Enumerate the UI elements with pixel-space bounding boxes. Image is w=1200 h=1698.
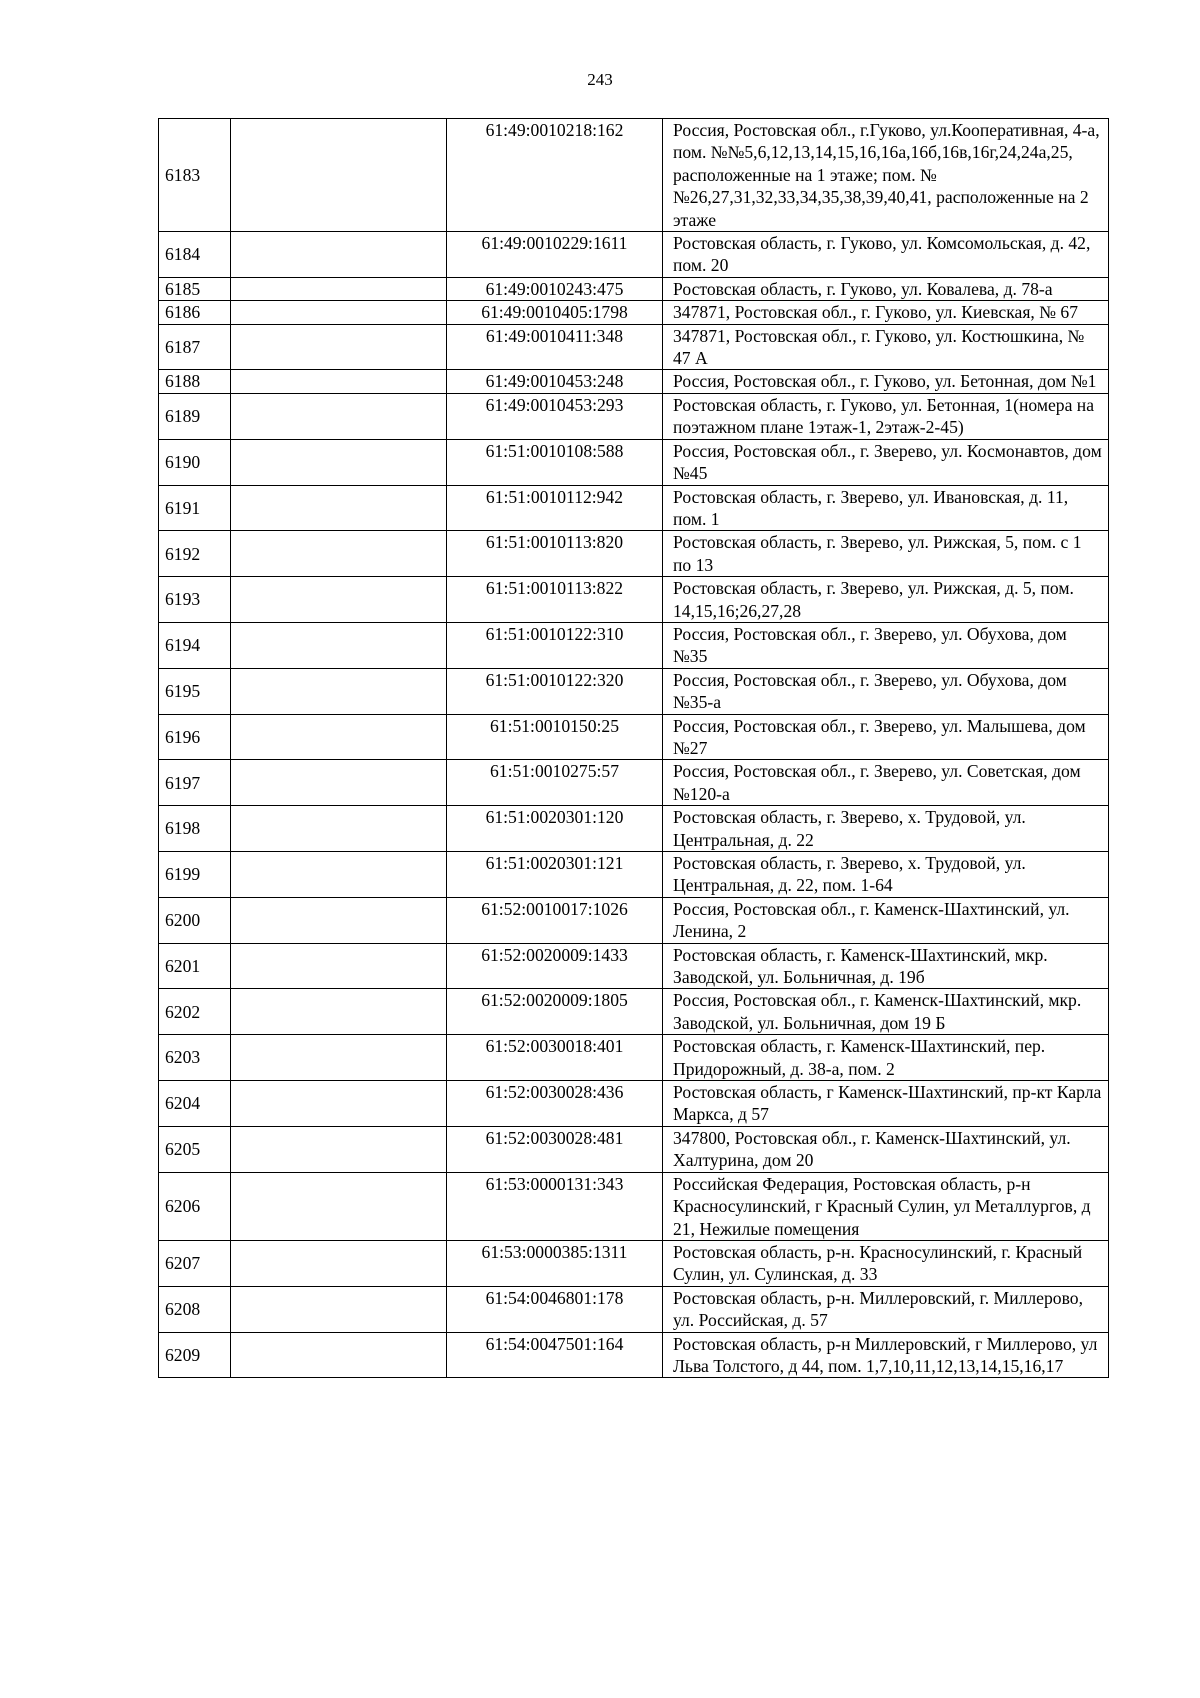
cadastral-number-cell: 61:49:0010453:248: [447, 370, 663, 393]
table-row: [159, 852, 1109, 898]
row-number-cell: 6190: [159, 439, 231, 485]
empty-cell: [231, 393, 447, 439]
empty-cell: [231, 897, 447, 943]
address-cell: 347871, Ростовская обл., г. Гуково, ул. Киевская, № 67: [663, 301, 1109, 324]
cadastral-number-cell: 61:49:0010218:162: [447, 119, 663, 232]
table-row: [159, 943, 1109, 989]
cadastral-number-cell: 61:51:0010113:820: [447, 531, 663, 577]
address-cell: Ростовская область, г. Гуково, ул. Ковалева, д. 78-а: [663, 277, 1109, 300]
table-row: [159, 531, 1109, 577]
table-row: [159, 714, 1109, 760]
row-number-cell: 6209: [159, 1332, 231, 1378]
empty-cell: [231, 1332, 447, 1378]
cadastral-number-cell: 61:49:0010243:475: [447, 277, 663, 300]
row-number-cell: 6203: [159, 1035, 231, 1081]
table-row: [159, 668, 1109, 714]
address-cell: Россия, Ростовская обл., г. Зверево, ул. Советская, дом №120-а: [663, 760, 1109, 806]
address-cell: 347800, Ростовская обл., г. Каменск-Шахтинский, ул. Халтурина, дом 20: [663, 1126, 1109, 1172]
table-row: [159, 485, 1109, 531]
empty-cell: [231, 760, 447, 806]
row-number-cell: 6183: [159, 119, 231, 232]
empty-cell: [231, 1126, 447, 1172]
cadastral-number-cell: 61:51:0010108:588: [447, 439, 663, 485]
empty-cell: [231, 1172, 447, 1240]
table-row: [159, 622, 1109, 668]
cadastral-number-cell: 61:51:0010113:822: [447, 577, 663, 623]
address-cell: 347871, Ростовская обл., г. Гуково, ул. Костюшкина, № 47 А: [663, 324, 1109, 370]
row-number-cell: 6197: [159, 760, 231, 806]
address-cell: Ростовская область, г. Каменск-Шахтинский, пер. Придорожный, д. 38-а, пом. 2: [663, 1035, 1109, 1081]
address-cell: Россия, Ростовская обл., г. Гуково, ул. Бетонная, дом №1: [663, 370, 1109, 393]
table-row: [159, 806, 1109, 852]
address-cell: Ростовская область, г. Зверево, х. Трудовой, ул. Центральная, д. 22: [663, 806, 1109, 852]
empty-cell: [231, 1240, 447, 1286]
address-cell: Ростовская область, г. Гуково, ул. Комсомольская, д. 42, пом. 20: [663, 232, 1109, 278]
cadastral-number-cell: 61:51:0010122:310: [447, 622, 663, 668]
empty-cell: [231, 622, 447, 668]
cadastral-number-cell: 61:52:0030018:401: [447, 1035, 663, 1081]
cadastral-number-cell: 61:49:0010229:1611: [447, 232, 663, 278]
empty-cell: [231, 485, 447, 531]
address-cell: Ростовская область, г. Зверево, ул. Рижская, 5, пом. с 1 по 13: [663, 531, 1109, 577]
empty-cell: [231, 714, 447, 760]
address-cell: Россия, Ростовская обл., г. Зверево, ул. Обухова, дом №35: [663, 622, 1109, 668]
row-number-cell: 6187: [159, 324, 231, 370]
empty-cell: [231, 668, 447, 714]
table-row: [159, 439, 1109, 485]
table-row: [159, 1286, 1109, 1332]
cadastral-number-cell: 61:49:0010453:293: [447, 393, 663, 439]
row-number-cell: 6194: [159, 622, 231, 668]
cadastral-number-cell: 61:51:0010150:25: [447, 714, 663, 760]
empty-cell: [231, 277, 447, 300]
row-number-cell: 6195: [159, 668, 231, 714]
row-number-cell: 6199: [159, 852, 231, 898]
table-row: [159, 277, 1109, 300]
address-cell: Ростовская область, р-н. Красносулинский, г. Красный Сулин, ул. Сулинская, д. 33: [663, 1240, 1109, 1286]
cadastral-number-cell: 61:52:0030028:436: [447, 1081, 663, 1127]
empty-cell: [231, 852, 447, 898]
row-number-cell: 6207: [159, 1240, 231, 1286]
address-cell: Ростовская область, г Каменск-Шахтинский, пр-кт Карла Маркса, д 57: [663, 1081, 1109, 1127]
empty-cell: [231, 1035, 447, 1081]
empty-cell: [231, 577, 447, 623]
page-number: 243: [587, 70, 613, 89]
address-cell: Ростовская область, г. Зверево, ул. Ивановская, д. 11, пом. 1: [663, 485, 1109, 531]
table-row: [159, 989, 1109, 1035]
row-number-cell: 6202: [159, 989, 231, 1035]
empty-cell: [231, 806, 447, 852]
address-cell: Российская Федерация, Ростовская область, р-н Красносулинский, г Красный Сулин, ул Металлургов, д 21, Нежилые помещения: [663, 1172, 1109, 1240]
address-cell: Россия, Ростовская обл., г.Гуково, ул.Кооперативная, 4-а, пом. №№5,6,12,13,14,15,16,16а,16б,16в,16г,24,24а,25, расположенные на 1 этаже; пом. №№26,27,31,32,33,34,35,38,39,40,41, расположенные на 2 этаже: [663, 119, 1109, 232]
empty-cell: [231, 232, 447, 278]
address-cell: Ростовская область, г. Зверево, ул. Рижская, д. 5, пом. 14,15,16;26,27,28: [663, 577, 1109, 623]
row-number-cell: 6204: [159, 1081, 231, 1127]
cadastral-number-cell: 61:54:0047501:164: [447, 1332, 663, 1378]
row-number-cell: 6186: [159, 301, 231, 324]
cadastral-number-cell: 61:51:0020301:121: [447, 852, 663, 898]
row-number-cell: 6198: [159, 806, 231, 852]
table-row: [159, 1081, 1109, 1127]
table-row: [159, 119, 1109, 232]
table-row: [159, 301, 1109, 324]
row-number-cell: 6200: [159, 897, 231, 943]
cadastral-number-cell: 61:51:0010275:57: [447, 760, 663, 806]
cadastral-number-cell: 61:53:0000385:1311: [447, 1240, 663, 1286]
table-row: [159, 760, 1109, 806]
address-cell: Ростовская область, г. Зверево, х. Трудовой, ул. Центральная, д. 22, пом. 1-64: [663, 852, 1109, 898]
table-row: [159, 1240, 1109, 1286]
table-row: [159, 1172, 1109, 1240]
cadastral-number-cell: 61:51:0010112:942: [447, 485, 663, 531]
cadastral-number-cell: 61:52:0020009:1433: [447, 943, 663, 989]
empty-cell: [231, 439, 447, 485]
cadastral-number-cell: 61:51:0010122:320: [447, 668, 663, 714]
address-cell: Россия, Ростовская обл., г. Каменск-Шахтинский, мкр. Заводской, ул. Больничная, дом 19 Б: [663, 989, 1109, 1035]
empty-cell: [231, 119, 447, 232]
address-cell: Россия, Ростовская обл., г. Зверево, ул. Обухова, дом №35-а: [663, 668, 1109, 714]
table-row: [159, 232, 1109, 278]
cadastral-number-cell: 61:53:0000131:343: [447, 1172, 663, 1240]
table-row: [159, 1126, 1109, 1172]
row-number-cell: 6201: [159, 943, 231, 989]
row-number-cell: 6206: [159, 1172, 231, 1240]
address-cell: Ростовская область, р-н. Миллеровский, г. Миллерово, ул. Российская, д. 57: [663, 1286, 1109, 1332]
row-number-cell: 6185: [159, 277, 231, 300]
table-row: [159, 324, 1109, 370]
cadastral-number-cell: 61:49:0010405:1798: [447, 301, 663, 324]
table-row: [159, 1332, 1109, 1378]
address-cell: Ростовская область, р-н Миллеровский, г Миллерово, ул Льва Толстого, д 44, пом. 1,7,10,11,12,13,14,15,16,17: [663, 1332, 1109, 1378]
table-row: [159, 897, 1109, 943]
row-number-cell: 6208: [159, 1286, 231, 1332]
address-cell: Россия, Ростовская обл., г. Каменск-Шахтинский, ул. Ленина, 2: [663, 897, 1109, 943]
row-number-cell: 6192: [159, 531, 231, 577]
table-row: [159, 1035, 1109, 1081]
empty-cell: [231, 531, 447, 577]
empty-cell: [231, 943, 447, 989]
registry-table-body: [159, 119, 1109, 1378]
table-row: [159, 577, 1109, 623]
row-number-cell: 6184: [159, 232, 231, 278]
empty-cell: [231, 989, 447, 1035]
row-number-cell: 6205: [159, 1126, 231, 1172]
address-cell: Россия, Ростовская обл., г. Зверево, ул. Космонавтов, дом №45: [663, 439, 1109, 485]
table-row: [159, 393, 1109, 439]
cadastral-number-cell: 61:52:0020009:1805: [447, 989, 663, 1035]
table-row: [159, 370, 1109, 393]
empty-cell: [231, 1081, 447, 1127]
cadastral-number-cell: 61:52:0030028:481: [447, 1126, 663, 1172]
address-cell: Россия, Ростовская обл., г. Зверево, ул. Малышева, дом №27: [663, 714, 1109, 760]
cadastral-number-cell: 61:49:0010411:348: [447, 324, 663, 370]
cadastral-number-cell: 61:51:0020301:120: [447, 806, 663, 852]
row-number-cell: 6189: [159, 393, 231, 439]
empty-cell: [231, 301, 447, 324]
row-number-cell: 6188: [159, 370, 231, 393]
cadastral-number-cell: 61:52:0010017:1026: [447, 897, 663, 943]
empty-cell: [231, 324, 447, 370]
property-registry-table: [158, 118, 1109, 1378]
empty-cell: [231, 370, 447, 393]
address-cell: Ростовская область, г. Гуково, ул. Бетонная, 1(номера на поэтажном плане 1этаж-1, 2этаж-2-45): [663, 393, 1109, 439]
cadastral-number-cell: 61:54:0046801:178: [447, 1286, 663, 1332]
row-number-cell: 6196: [159, 714, 231, 760]
address-cell: Ростовская область, г. Каменск-Шахтинский, мкр. Заводской, ул. Больничная, д. 19б: [663, 943, 1109, 989]
empty-cell: [231, 1286, 447, 1332]
row-number-cell: 6191: [159, 485, 231, 531]
row-number-cell: 6193: [159, 577, 231, 623]
